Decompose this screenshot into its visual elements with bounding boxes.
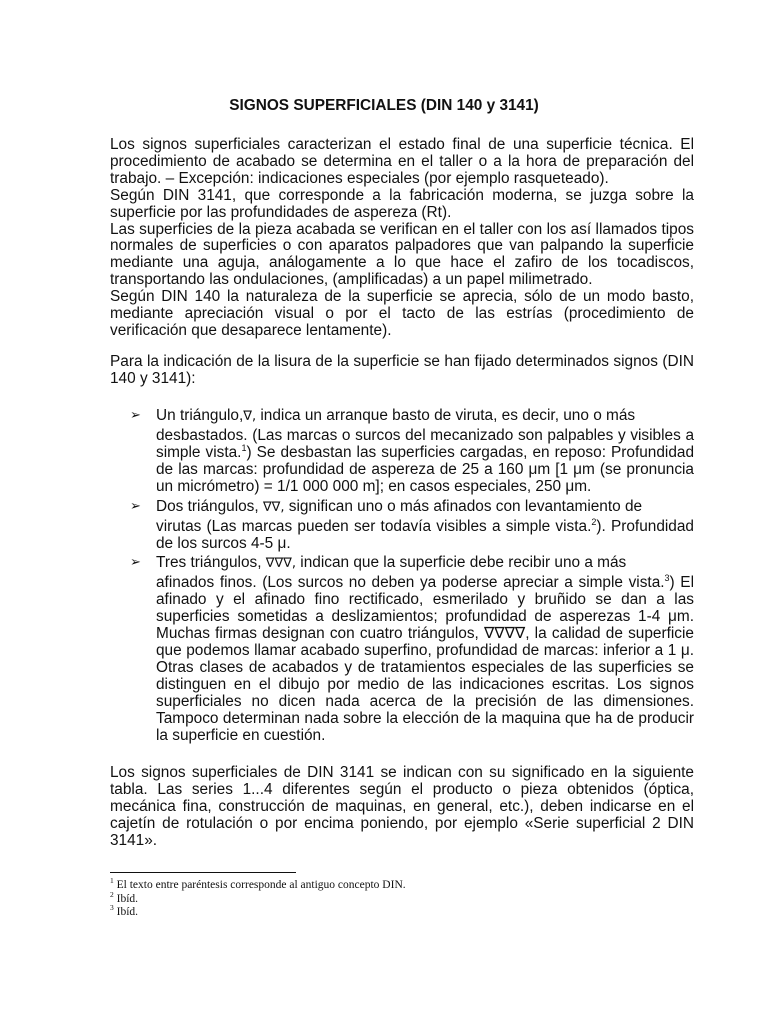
footnote-ref: 1 (241, 442, 247, 453)
footnote-ref: 2 (591, 516, 597, 527)
footnote-2 (110, 889, 694, 907)
footnote-number: 3 (110, 903, 114, 913)
footnote-divider (110, 872, 296, 873)
footnotes (110, 876, 694, 920)
bullet-first-line: Un triángulo,∇, indica un arranque basto de viruta, es decir, uno o más (156, 407, 636, 424)
bullet-body: afinados finos. (Los surcos no deben ya poderse apreciar a simple vista.$^3$) El afinado y el afinado fino rectificado, esmerilado y bruñido se dan a las superficies sometidas a deslizamientos; profundidad de asperezas 1-4 μm. Muchas firmas designan con cuatro triángulos, ∇∇∇∇, la calidad de superficie que podemos llamar acabado superfino, profundidad de marcas: inferior a 1 μ. Otras clases de acabados y de tratamientos especiales de las superficies se distinguen en el dibujo por medio de las indicaciones escritas. Los signos superficiales no dicen nada acerca de la precisión de las dimensiones. Tampoco determinan nada sobre la elección de la maquina que ha de producir la superficie en cuestión. (156, 573, 694, 744)
triangle-symbol: ∇, (243, 409, 257, 424)
bullet-body: desbastados. (Las marcas o surcos del mecanizado son palpables y visibles a simple vista.$^1$) Se desbastan las superficies cargadas, en reposo: Profundidad de las marcas: profundidad de aspereza de 25 a 160 μm [1 μm (se pronuncia un micrómetro) = 1/1 000 000 m]; en casos especiales, 250 μm. (156, 427, 695, 495)
footnote-ref: 3 (664, 573, 670, 584)
closing-section (110, 765, 694, 850)
intro-paragraph-1: Los signos superficiales caracterizan el estado final de una superficie técnica. El procedimiento de acabado se determina en el taller o a la hora de preparación del trabajo. – Excepción: indicaciones especiales (por ejemplo rasqueteado). (110, 136, 694, 187)
footnote-text: Ibíd. (116, 906, 139, 919)
arrow-bullet-icon: ➢ (130, 554, 141, 570)
footnote-1 (110, 876, 694, 893)
intro-section (110, 137, 694, 340)
footnote-text: Ibíd. (116, 892, 139, 905)
arrow-bullet-icon: ➢ (130, 407, 141, 422)
footnote-number: 2 (110, 889, 114, 899)
triangle-symbol: ∇∇, (262, 499, 285, 515)
closing-paragraph: Los signos superficiales de DIN 3141 se indican con su significado en la siguiente tabla. Las series 1...4 diferentes según el producto o pieza obtenidos (óptica, mecánica fina, construcción de maquinas, en general, etc.), deben indicarse en el cajetín de rotulación o por encima poniendo, por ejemplo «Serie superficial 2 DIN 3141». (110, 764, 694, 849)
page-title: SIGNOS SUPERFICIALES (DIN 140 y 3141) (229, 97, 539, 114)
intro-paragraph-4: Según DIN 140 la naturaleza de la superficie se aprecia, sólo de un modo basto, mediante apreciación visual o por el tacto de las estrías (procedimiento de verificación que desaparece lentamente). (110, 288, 694, 339)
signs-list (130, 405, 694, 745)
list-item (130, 405, 694, 496)
signs-intro-section (110, 354, 694, 388)
intro-paragraph-2: Según DIN 3141, que corresponde a la fabricación moderna, se juzga sobre la superficie por las profundidades de aspereza (Rt). (110, 186, 694, 221)
arrow-bullet-icon: ➢ (130, 497, 141, 513)
triangle-symbol: ∇∇∇, (265, 556, 297, 572)
bullet-first-line: Dos triángulos, ∇∇, significan uno o más afinados con levantamiento de (156, 497, 643, 515)
bullet-first-line: Tres triángulos, ∇∇∇, indican que la superficie debe recibir uno a más (156, 554, 627, 572)
list-item (130, 496, 694, 553)
footnote-number: 1 (110, 876, 114, 886)
list-item (130, 552, 694, 744)
bullet-body: virutas (Las marcas pueden ser todavía visibles a simple vista.$^2$). Profundidad de los surcos 4-5 μ. (156, 516, 694, 552)
footnote-text: El texto entre paréntesis corresponde al antiguo concepto DIN. (116, 879, 406, 891)
signs-intro-paragraph: Para la indicación de la lisura de la superficie se han fijado determinados signos (DIN 140 y 3141): (110, 353, 694, 387)
footnote-3 (110, 903, 694, 920)
intro-paragraph-3: Las superficies de la pieza acabada se verifican en el taller con los así llamados tipos normales de superficies o con aparatos palpadores que van palpando la superficie mediante una aguja, análogamente a lo que hace el zafiro de los tocadiscos, transportando las ondulaciones, (amplificadas) a un papel milimetrado. (110, 220, 694, 289)
